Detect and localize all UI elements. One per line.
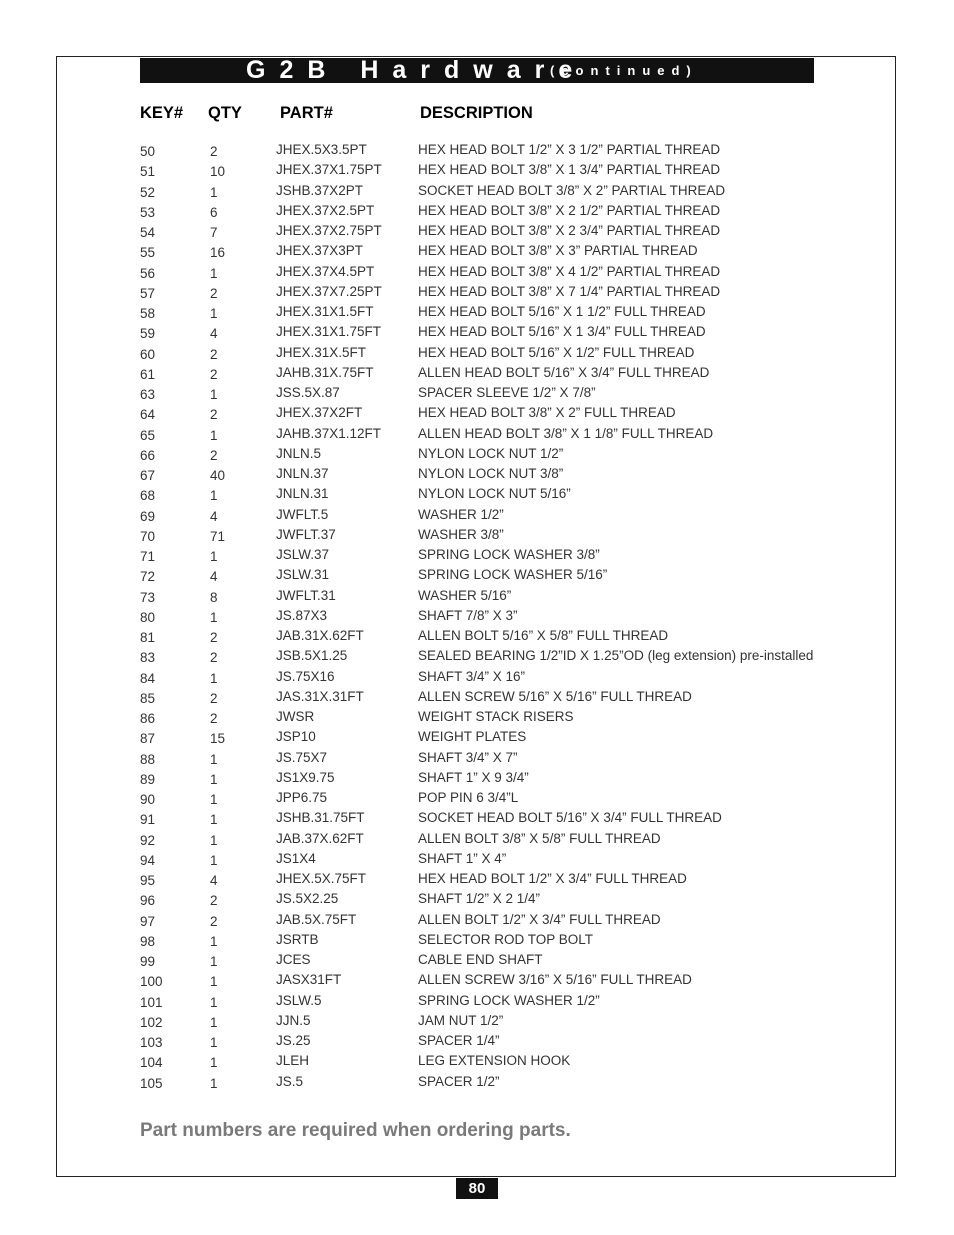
row-description: SHAFT 3/4” X 7” — [418, 749, 518, 765]
row-description: SELECTOR ROD TOP BOLT — [418, 931, 594, 947]
row-key: 68 — [140, 488, 156, 504]
row-description: WASHER 1/2” — [418, 506, 504, 522]
row-key: 67 — [140, 468, 156, 483]
table-row — [0, 160, 954, 180]
row-key: 64 — [140, 407, 156, 423]
section-title: G2B Hardware — [246, 56, 587, 84]
row-part-number: JAHB.37X1.12FT — [276, 425, 382, 441]
row-description: SPRING LOCK WASHER 5/16” — [418, 567, 608, 583]
table-row — [0, 626, 954, 646]
row-qty: 2 — [210, 366, 218, 382]
row-key: 91 — [140, 812, 156, 828]
table-row — [0, 262, 954, 282]
table-row — [0, 201, 954, 221]
row-part-number: JHEX.37X3PT — [276, 243, 364, 259]
row-part-number: JCES — [276, 952, 311, 967]
table-row — [0, 221, 954, 241]
table-row — [0, 505, 954, 525]
row-qty: 1 — [210, 812, 218, 828]
row-key: 56 — [140, 265, 156, 281]
row-key: 50 — [140, 144, 156, 159]
table-row — [0, 788, 954, 808]
row-key: 84 — [140, 670, 156, 686]
table-row — [0, 930, 954, 950]
row-qty: 1 — [210, 609, 218, 625]
row-qty: 1 — [210, 1075, 218, 1091]
row-qty: 1 — [210, 954, 218, 969]
row-part-number: JASX31FT — [276, 972, 342, 988]
row-description: POP PIN 6 3/4”L — [418, 790, 519, 805]
row-qty: 2 — [210, 630, 218, 645]
row-description: WASHER 3/8” — [418, 526, 504, 542]
row-description: SPRING LOCK WASHER 1/2” — [418, 992, 600, 1008]
table-row — [0, 910, 954, 930]
row-key: 98 — [140, 933, 156, 949]
row-key: 55 — [140, 245, 156, 261]
row-key: 81 — [140, 630, 156, 645]
row-description: SOCKET HEAD BOLT 3/8” X 2” PARTIAL THREAD — [418, 182, 726, 198]
row-qty: 1 — [210, 792, 218, 807]
table-row — [0, 403, 954, 423]
table-row — [0, 950, 954, 970]
row-key: 59 — [140, 326, 156, 342]
row-description: ALLEN HEAD BOLT 3/8” X 1 1/8” FULL THREAD — [418, 425, 714, 441]
column-header-description: DESCRIPTION — [420, 104, 533, 122]
row-description: HEX HEAD BOLT 3/8” X 2” FULL THREAD — [418, 405, 676, 421]
row-key: 88 — [140, 751, 156, 767]
row-qty: 1 — [210, 994, 218, 1010]
row-description: ALLEN SCREW 3/16” X 5/16” FULL THREAD — [418, 972, 692, 988]
table-row — [0, 1051, 954, 1071]
row-key: 60 — [140, 346, 156, 362]
row-description: WASHER 5/16” — [418, 587, 512, 603]
row-qty: 1 — [210, 265, 218, 281]
row-qty: 1 — [210, 832, 218, 848]
page-number: 80 — [456, 1178, 498, 1199]
row-part-number: JAB.31X.62FT — [276, 628, 364, 643]
row-qty: 1 — [210, 427, 218, 443]
row-key: 89 — [140, 771, 156, 787]
row-part-number: JWFLT.37 — [276, 526, 336, 542]
row-key: 69 — [140, 508, 156, 524]
table-row — [0, 808, 954, 828]
row-part-number: JSLW.37 — [276, 547, 330, 562]
row-key: 54 — [140, 225, 156, 240]
table-row — [0, 484, 954, 504]
row-description: ALLEN BOLT 3/8” X 5/8” FULL THREAD — [418, 830, 661, 846]
table-row — [0, 181, 954, 201]
row-key: 92 — [140, 832, 156, 848]
table-row — [0, 241, 954, 261]
row-description: HEX HEAD BOLT 1/2” X 3/4” FULL THREAD — [418, 871, 687, 886]
row-qty: 1 — [210, 852, 218, 868]
row-description: SPRING LOCK WASHER 3/8” — [418, 547, 600, 562]
row-description: HEX HEAD BOLT 3/8” X 2 3/4” PARTIAL THREAD — [418, 223, 721, 238]
row-key: 52 — [140, 184, 156, 200]
row-description: SHAFT 3/4” X 16” — [418, 668, 526, 684]
row-qty: 1 — [210, 974, 218, 990]
row-key: 63 — [140, 387, 156, 402]
row-qty: 1 — [210, 1055, 218, 1071]
row-qty: 1 — [210, 751, 218, 767]
row-description: HEX HEAD BOLT 3/8” X 2 1/2” PARTIAL THREAD — [418, 202, 721, 218]
row-description: WEIGHT PLATES — [418, 729, 527, 745]
row-part-number: JS.5 — [276, 1073, 304, 1089]
row-part-number: JLEH — [276, 1053, 310, 1069]
row-part-number: JS.87X3 — [276, 607, 328, 623]
table-row — [0, 889, 954, 909]
row-qty: 2 — [210, 913, 218, 929]
row-qty: 1 — [210, 670, 218, 686]
row-key: 86 — [140, 711, 156, 726]
row-description: HEX HEAD BOLT 5/16” X 1 1/2” FULL THREAD — [418, 304, 706, 319]
row-key: 96 — [140, 893, 156, 909]
row-qty: 8 — [210, 589, 218, 605]
row-key: 51 — [140, 164, 156, 180]
row-key: 57 — [140, 285, 156, 301]
row-qty: 2 — [210, 407, 218, 423]
row-key: 105 — [140, 1075, 163, 1091]
row-description: SOCKET HEAD BOLT 5/16” X 3/4” FULL THREAD — [418, 810, 722, 826]
row-qty: 1 — [210, 184, 218, 200]
row-description: NYLON LOCK NUT 5/16” — [418, 486, 571, 502]
row-part-number: JS1X9.75 — [276, 769, 335, 785]
table-row — [0, 646, 954, 666]
row-description: HEX HEAD BOLT 3/8” X 4 1/2” PARTIAL THREAD — [418, 263, 721, 279]
section-title-bar — [140, 58, 814, 83]
table-row — [0, 140, 954, 160]
row-description: HEX HEAD BOLT 3/8” X 7 1/4” PARTIAL THREAD — [418, 283, 721, 299]
table-row — [0, 525, 954, 545]
row-description: SPACER 1/4” — [418, 1033, 500, 1048]
row-key: 66 — [140, 447, 156, 463]
row-part-number: JAS.31X.31FT — [276, 688, 364, 704]
row-key: 97 — [140, 913, 156, 929]
row-description: HEX HEAD BOLT 5/16” X 1/2” FULL THREAD — [418, 344, 695, 360]
table-row — [0, 343, 954, 363]
row-qty: 2 — [210, 893, 218, 909]
row-part-number: JHEX.5X3.5PT — [276, 142, 367, 157]
row-part-number: JHEX.31X1.75FT — [276, 324, 382, 340]
table-row — [0, 565, 954, 585]
row-part-number: JSRTB — [276, 931, 319, 947]
row-key: 70 — [140, 528, 156, 544]
table-row — [0, 1011, 954, 1031]
row-qty: 4 — [210, 508, 218, 524]
table-row — [0, 768, 954, 788]
row-key: 102 — [140, 1014, 163, 1030]
row-part-number: JSLW.31 — [276, 567, 330, 583]
row-part-number: JSHB.37X2PT — [276, 182, 364, 198]
row-description: HEX HEAD BOLT 3/8” X 3” PARTIAL THREAD — [418, 243, 698, 259]
row-part-number: JS.25 — [276, 1033, 311, 1048]
table-row — [0, 707, 954, 727]
table-row — [0, 991, 954, 1011]
row-qty: 2 — [210, 447, 218, 463]
row-description: ALLEN BOLT 1/2” X 3/4” FULL THREAD — [418, 911, 661, 927]
row-qty: 1 — [210, 549, 218, 564]
table-row — [0, 869, 954, 889]
row-qty: 4 — [210, 326, 218, 342]
table-row — [0, 667, 954, 687]
row-qty: 1 — [210, 1014, 218, 1030]
row-description: SPACER SLEEVE 1/2” X 7/8” — [418, 385, 596, 400]
row-description: SHAFT 1” X 4” — [418, 850, 507, 866]
table-row — [0, 1072, 954, 1092]
row-description: ALLEN HEAD BOLT 5/16” X 3/4” FULL THREAD — [418, 364, 710, 380]
row-part-number: JNLN.5 — [276, 445, 322, 461]
row-part-number: JS.75X7 — [276, 749, 328, 765]
row-description: WEIGHT STACK RISERS — [418, 709, 574, 724]
row-key: 53 — [140, 204, 156, 220]
row-description: CABLE END SHAFT — [418, 952, 543, 967]
row-part-number: JHEX.37X2.75PT — [276, 223, 382, 238]
row-part-number: JWFLT.31 — [276, 587, 336, 603]
row-key: 103 — [140, 1035, 163, 1050]
row-part-number: JAHB.31X.75FT — [276, 364, 374, 380]
row-part-number: JHEX.37X1.75PT — [276, 162, 382, 178]
table-row — [0, 545, 954, 565]
table-row — [0, 282, 954, 302]
row-part-number: JHEX.37X2FT — [276, 405, 363, 421]
row-qty: 4 — [210, 873, 218, 888]
row-qty: 1 — [210, 771, 218, 787]
table-row — [0, 687, 954, 707]
row-part-number: JWSR — [276, 709, 315, 724]
row-part-number: JJN.5 — [276, 1012, 311, 1028]
row-description: JAM NUT 1/2” — [418, 1012, 504, 1028]
table-row — [0, 586, 954, 606]
row-description: ALLEN BOLT 5/16” X 5/8” FULL THREAD — [418, 628, 669, 643]
row-part-number: JSB.5X1.25 — [276, 648, 348, 664]
row-part-number: JS1X4 — [276, 850, 316, 866]
row-part-number: JS.5X2.25 — [276, 891, 339, 907]
row-key: 104 — [140, 1055, 163, 1071]
row-qty: 40 — [210, 468, 226, 483]
row-key: 90 — [140, 792, 156, 807]
table-row — [0, 444, 954, 464]
section-subtitle: (continued) — [550, 63, 698, 78]
row-part-number: JHEX.37X7.25PT — [276, 283, 382, 299]
table-row — [0, 322, 954, 342]
row-qty: 6 — [210, 204, 218, 220]
row-description: SHAFT 1” X 9 3/4” — [418, 769, 529, 785]
row-qty: 2 — [210, 711, 218, 726]
row-key: 83 — [140, 650, 156, 666]
row-key: 65 — [140, 427, 156, 443]
table-row — [0, 464, 954, 484]
row-key: 73 — [140, 589, 156, 605]
row-key: 61 — [140, 366, 156, 382]
row-qty: 1 — [210, 1035, 218, 1050]
table-row — [0, 849, 954, 869]
row-key: 94 — [140, 852, 156, 868]
table-row — [0, 829, 954, 849]
row-description: ALLEN SCREW 5/16” X 5/16” FULL THREAD — [418, 688, 692, 704]
table-row — [0, 748, 954, 768]
row-key: 101 — [140, 994, 163, 1010]
row-key: 71 — [140, 549, 156, 564]
row-description: HEX HEAD BOLT 1/2” X 3 1/2” PARTIAL THREAD — [418, 142, 721, 157]
row-description: HEX HEAD BOLT 3/8” X 1 3/4” PARTIAL THREAD — [418, 162, 721, 178]
table-row — [0, 363, 954, 383]
row-part-number: JAB.5X.75FT — [276, 911, 357, 927]
row-qty: 2 — [210, 285, 218, 301]
row-part-number: JSLW.5 — [276, 992, 322, 1008]
row-description: SPACER 1/2” — [418, 1073, 500, 1089]
row-key: 58 — [140, 306, 156, 321]
row-key: 95 — [140, 873, 156, 888]
row-description: SEALED BEARING 1/2”ID X 1.25”OD (leg extension) pre-installed — [418, 648, 814, 664]
table-row — [0, 302, 954, 322]
row-part-number: JAB.37X.62FT — [276, 830, 364, 846]
row-description: HEX HEAD BOLT 5/16” X 1 3/4” FULL THREAD — [418, 324, 706, 340]
table-row — [0, 970, 954, 990]
table-row — [0, 383, 954, 403]
table-row — [0, 727, 954, 747]
row-qty: 71 — [210, 528, 226, 544]
row-key: 80 — [140, 609, 156, 625]
row-qty: 16 — [210, 245, 226, 261]
row-qty: 1 — [210, 933, 218, 949]
row-description: NYLON LOCK NUT 3/8” — [418, 466, 564, 481]
row-description: SHAFT 7/8” X 3” — [418, 607, 518, 623]
row-qty: 7 — [210, 225, 218, 240]
row-part-number: JHEX.37X2.5PT — [276, 202, 375, 218]
table-row — [0, 1031, 954, 1051]
row-part-number: JNLN.37 — [276, 466, 329, 481]
column-header-qty: QTY — [208, 104, 242, 122]
row-qty: 10 — [210, 164, 226, 180]
row-qty: 2 — [210, 144, 218, 159]
row-qty: 1 — [210, 488, 218, 504]
row-qty: 2 — [210, 690, 218, 706]
row-part-number: JHEX.37X4.5PT — [276, 263, 375, 279]
row-key: 85 — [140, 690, 156, 706]
row-part-number: JPP6.75 — [276, 790, 328, 805]
row-key: 99 — [140, 954, 156, 969]
row-part-number: JHEX.5X.75FT — [276, 871, 367, 886]
table-row — [0, 424, 954, 444]
table-row — [0, 606, 954, 626]
column-header-key: KEY# — [140, 104, 184, 122]
footer-note: Part numbers are required when ordering parts. — [140, 1120, 571, 1141]
row-key: 72 — [140, 569, 156, 585]
row-key: 100 — [140, 974, 163, 990]
row-description: NYLON LOCK NUT 1/2” — [418, 445, 564, 461]
row-part-number: JNLN.31 — [276, 486, 329, 502]
row-part-number: JHEX.31X.5FT — [276, 344, 367, 360]
row-description: LEG EXTENSION HOOK — [418, 1053, 571, 1069]
row-qty: 1 — [210, 387, 218, 402]
row-description: SHAFT 1/2” X 2 1/4” — [418, 891, 541, 907]
row-qty: 1 — [210, 306, 218, 321]
row-qty: 2 — [210, 346, 218, 362]
row-part-number: JS.75X16 — [276, 668, 335, 684]
row-part-number: JHEX.31X1.5FT — [276, 304, 374, 319]
row-qty: 4 — [210, 569, 218, 585]
row-part-number: JSHB.31.75FT — [276, 810, 365, 826]
row-part-number: JSS.5X.87 — [276, 385, 340, 400]
row-part-number: JSP10 — [276, 729, 316, 745]
row-part-number: JWFLT.5 — [276, 506, 329, 522]
row-qty: 2 — [210, 650, 218, 666]
row-qty: 15 — [210, 731, 226, 747]
row-key: 87 — [140, 731, 156, 747]
column-header-part: PART# — [280, 104, 333, 122]
